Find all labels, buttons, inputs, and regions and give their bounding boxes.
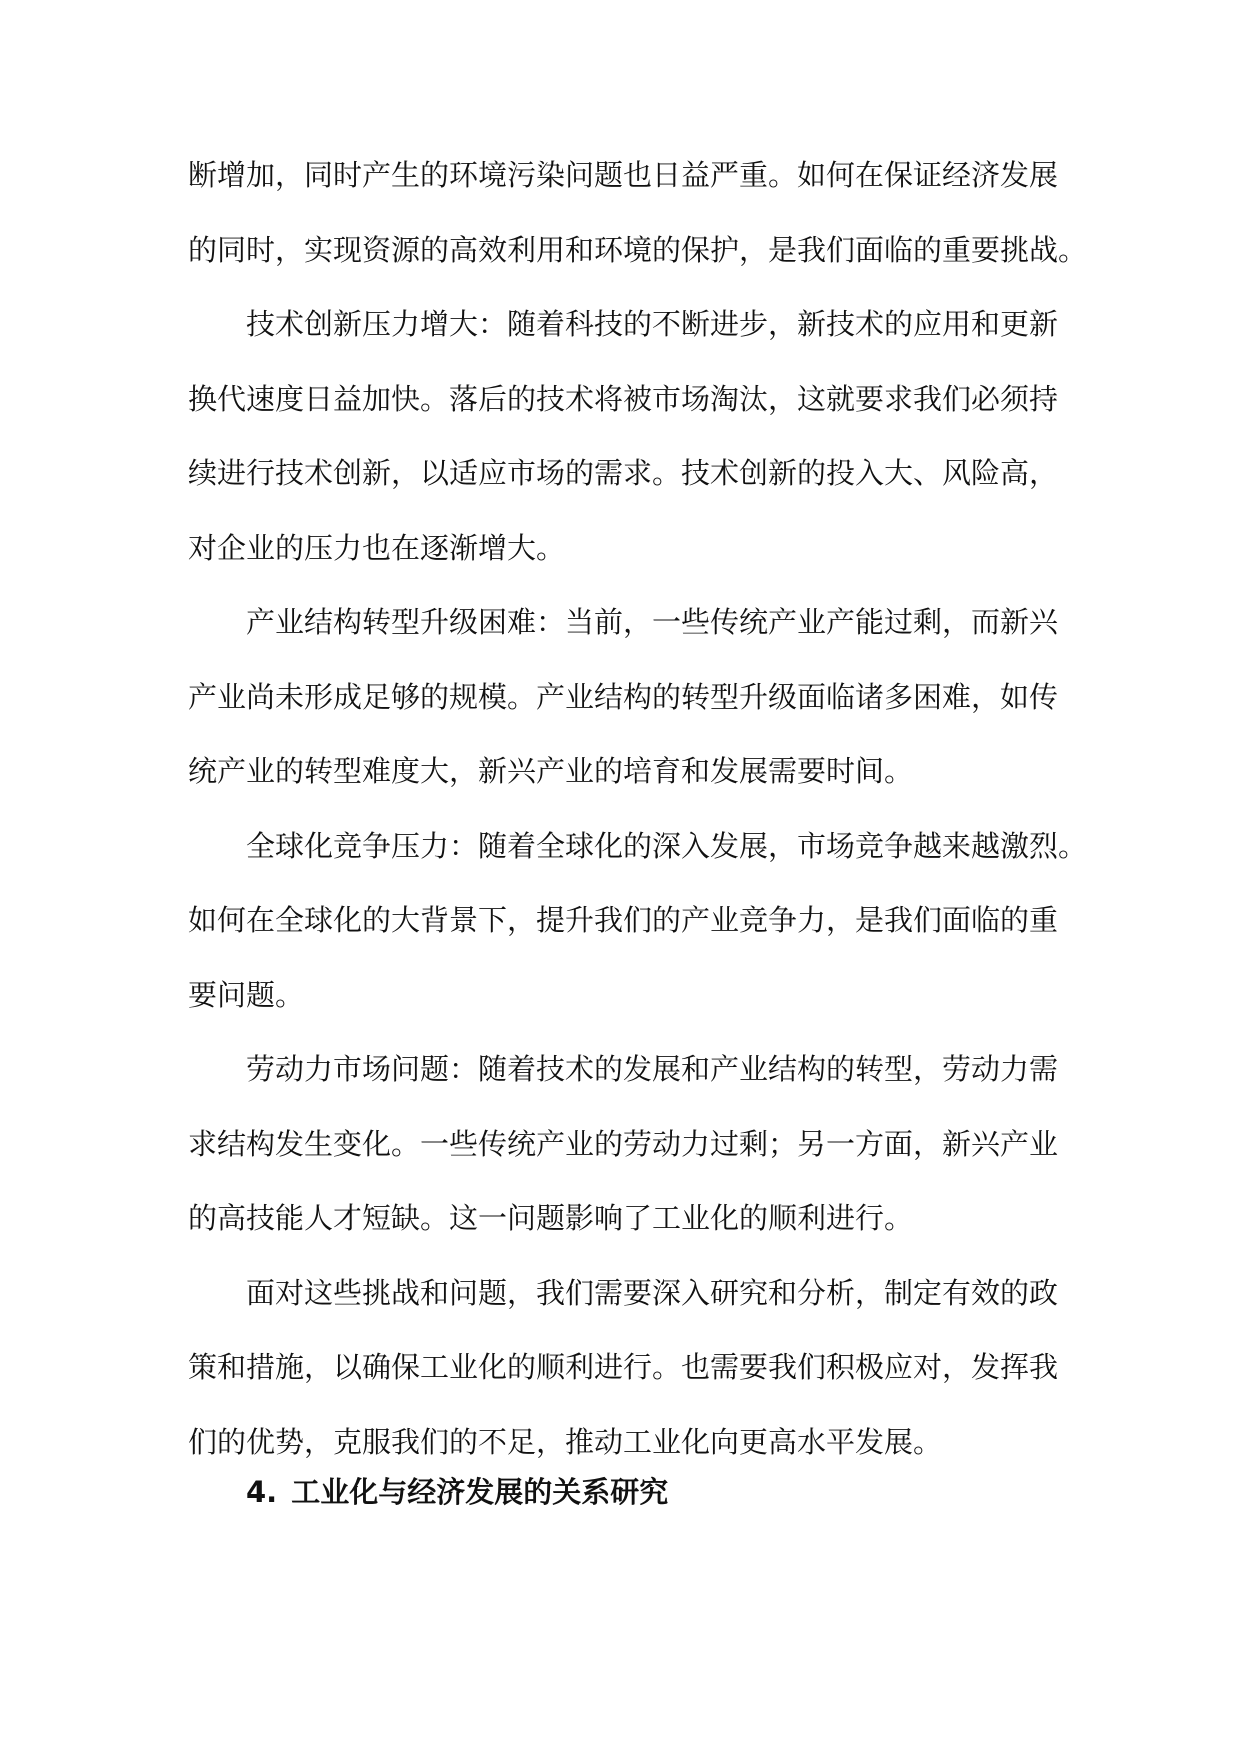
body-text <box>188 138 1088 1479</box>
paragraph-line: 续进行技术创新，以适应市场的需求。技术创新的投入大、风险高， <box>188 456 1059 490</box>
paragraph-line: 统产业的转型难度大，新兴产业的培育和发展需要时间。 <box>188 754 914 788</box>
paragraph-line: 求结构发生变化。一些传统产业的劳动力过剩；另一方面，新兴产业 <box>188 1126 1059 1161</box>
section-heading <box>246 1470 668 1511</box>
paragraph-line: 换代速度日益加快。落后的技术将被市场淘汰，这就要求我们必须持 <box>188 381 1059 416</box>
paragraph-line: 断增加，同时产生的环境污染问题也日益严重。如何在保证经济发展 <box>188 158 1059 192</box>
paragraph-line: 劳动力市场问题：随着技术的发展和产业结构的转型，劳动力需 <box>246 1052 1059 1086</box>
paragraph-line: 产业尚未形成足够的规模。产业结构的转型升级面临诸多困难，如传 <box>188 679 1059 714</box>
paragraph-line: 全球化竞争压力：随着全球化的深入发展，市场竞争越来越激烈。 <box>246 828 1088 863</box>
paragraph-line: 如何在全球化的大背景下，提升我们的产业竞争力，是我们面临的重 <box>188 903 1059 937</box>
paragraph-line: 要问题。 <box>188 977 305 1012</box>
paragraph-line: 的同时，实现资源的高效利用和环境的保护，是我们面临的重要挑战。 <box>188 232 1088 267</box>
paragraph-line: 产业结构转型升级困难：当前，一些传统产业产能过剩，而新兴 <box>246 605 1059 639</box>
paragraph-line: 面对这些挑战和问题，我们需要深入研究和分析，制定有效的政 <box>246 1275 1059 1310</box>
paragraph-line: 对企业的压力也在逐渐增大。 <box>188 530 566 565</box>
paragraph-line: 们的优势，克服我们的不足，推动工业化向更高水平发展。 <box>188 1424 943 1459</box>
paragraph-line: 的高技能人才短缺。这一问题影响了工业化的顺利进行。 <box>188 1201 914 1235</box>
section-number: 4. <box>246 1475 278 1509</box>
section-title: 工业化与经济发展的关系研究 <box>291 1475 669 1509</box>
paragraph-line: 技术创新压力增大：随着科技的不断进步，新技术的应用和更新 <box>246 307 1059 341</box>
paragraph-line: 策和措施，以确保工业化的顺利进行。也需要我们积极应对，发挥我 <box>188 1350 1059 1384</box>
